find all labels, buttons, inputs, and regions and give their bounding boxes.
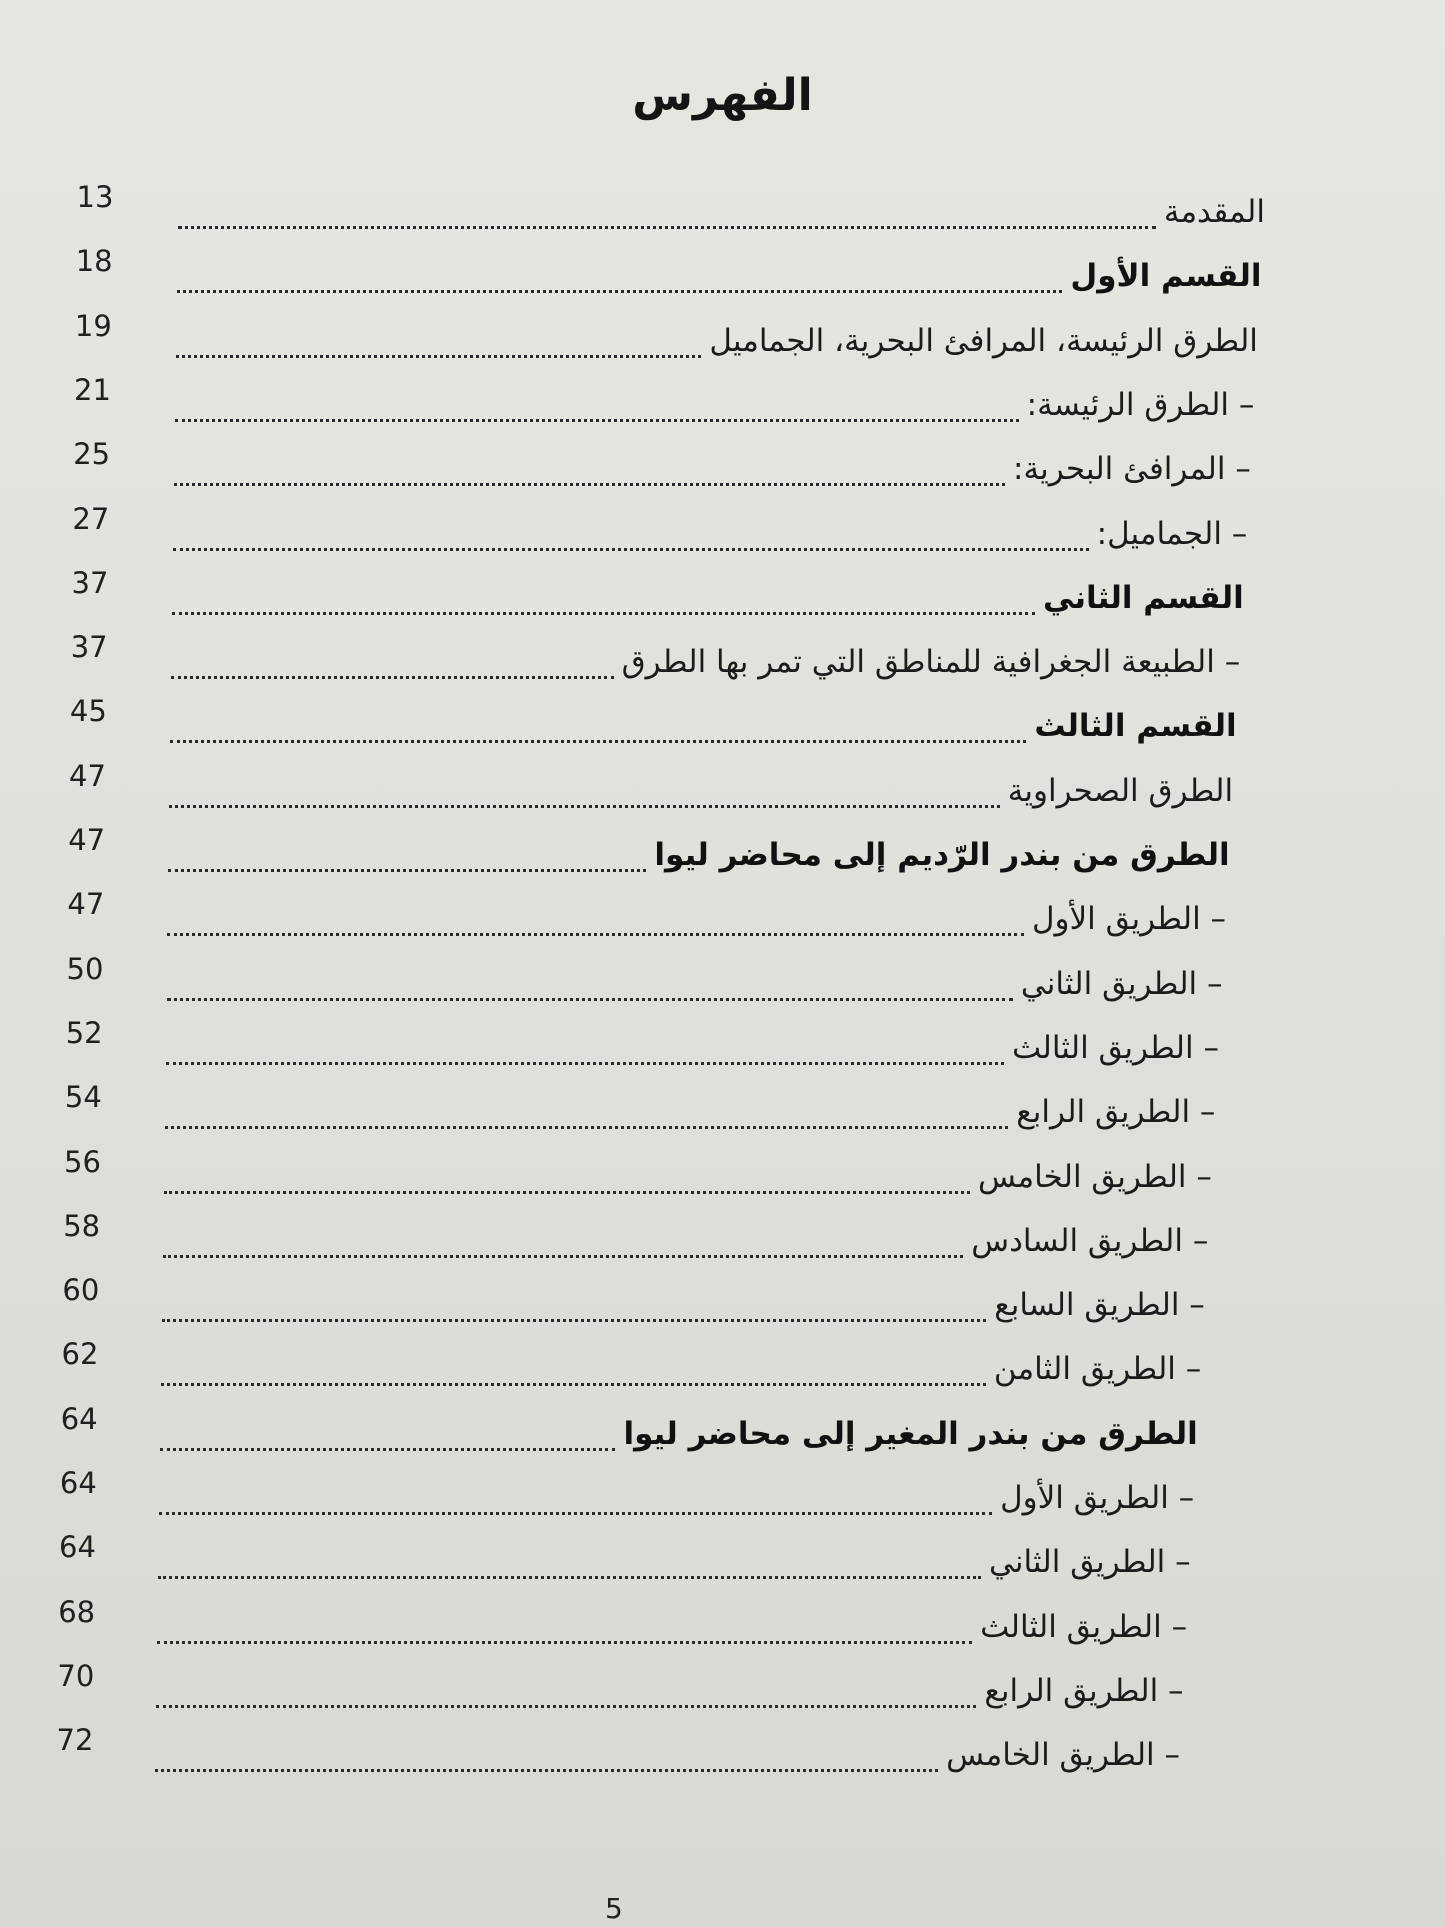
toc-row [0, 1466, 1445, 1526]
page-number-footer: 5 [605, 1892, 623, 1925]
toc-page-number: 25 [73, 437, 111, 472]
toc-row [0, 887, 1445, 947]
toc-entry [1027, 387, 1255, 423]
toc-page-number: 37 [70, 630, 108, 665]
dot-leader [157, 1641, 972, 1644]
toc-page-number: 47 [68, 823, 106, 857]
toc-entry [1032, 901, 1226, 937]
toc-row [0, 244, 1445, 304]
toc-entry-label: الطرق الرئيسة، المرافئ البحرية، الجماميل [709, 322, 1258, 359]
dot-leader [171, 676, 613, 679]
toc-row [0, 1402, 1445, 1462]
toc-entry-label: – الطريق الثاني [989, 1544, 1191, 1581]
dot-leader [170, 740, 1026, 743]
dot-leader [160, 1448, 616, 1451]
toc-entry-label: – الطريق الثالث [1011, 1029, 1219, 1066]
toc-page-number: 18 [75, 244, 113, 279]
toc-entry-label: – الطبيعة الجغرافية للمناطق التي تمر بها الطرق [621, 644, 1241, 681]
dot-leader [167, 933, 1024, 936]
dot-leader [155, 1769, 938, 1772]
dot-leader [176, 355, 701, 358]
dot-leader [177, 290, 1062, 293]
toc-section-heading: القسم الثالث [1034, 708, 1237, 745]
dot-leader [166, 1062, 1004, 1065]
dot-leader [169, 805, 999, 808]
toc-page-number: 50 [66, 951, 104, 986]
toc-entry-label: – المرافئ البحرية: [1013, 451, 1251, 488]
toc-row [0, 823, 1445, 883]
toc-entry [1097, 516, 1248, 552]
toc-row [0, 630, 1445, 690]
dot-leader [164, 1191, 970, 1194]
toc-entry-label: – الجماميل: [1096, 515, 1248, 552]
toc-entry [1016, 1094, 1215, 1130]
toc-entry [1012, 1030, 1219, 1066]
toc-entry [989, 1544, 1191, 1580]
toc-entry [1043, 580, 1244, 616]
toc-entry-label: – الطريق الرابع [984, 1672, 1184, 1709]
toc-entry [984, 1673, 1183, 1709]
toc-row [0, 1337, 1445, 1397]
toc-entry-label: – الطريق الثاني [1020, 965, 1223, 1002]
toc-entry [1021, 966, 1223, 1002]
toc-page-number: 45 [69, 694, 107, 729]
dot-leader [158, 1576, 981, 1579]
toc-page-number: 19 [74, 308, 112, 343]
toc-entry [1070, 258, 1261, 294]
toc-entry [709, 323, 1258, 359]
toc-row [0, 502, 1445, 562]
toc-page-number: 47 [69, 758, 106, 793]
toc-entry [978, 1159, 1212, 1195]
toc-section-heading: القسم الأول [1070, 258, 1262, 295]
toc-section-heading: الطرق من بندر المغير إلى محاضر ليوا [623, 1415, 1198, 1452]
toc-row [0, 309, 1445, 369]
toc-row [0, 1530, 1445, 1590]
toc-page-number: 27 [72, 501, 110, 536]
toc-section-heading: الطرق من بندر الرّديم إلى محاضر ليوا [654, 837, 1230, 873]
toc-entry-label: – الطريق الأول [1000, 1480, 1195, 1516]
toc-row [0, 1595, 1445, 1655]
toc-entry-label: – الطريق الخامس [977, 1158, 1212, 1195]
toc-page-number: 64 [60, 1401, 98, 1436]
toc-entry [1008, 773, 1233, 809]
dot-leader [156, 1705, 976, 1708]
dot-leader [165, 1126, 1009, 1129]
toc-page-number: 37 [71, 565, 109, 600]
toc-entry [1000, 1480, 1194, 1516]
toc-entry [946, 1737, 1180, 1773]
page-title: الفهرس [632, 70, 813, 121]
toc-entry-label: – الطريق الثالث [980, 1608, 1188, 1645]
dot-leader [168, 869, 646, 872]
toc-row [0, 180, 1445, 240]
toc-page-number: 13 [76, 180, 114, 214]
toc-row [0, 1659, 1445, 1719]
toc-row [0, 1016, 1445, 1076]
toc-page-number: 72 [56, 1723, 94, 1758]
toc-page-number: 64 [59, 1466, 97, 1500]
dot-leader [173, 548, 1088, 551]
toc-entry [654, 837, 1229, 873]
toc-entry [980, 1609, 1187, 1645]
toc-entry [622, 644, 1241, 680]
toc-row [0, 566, 1445, 626]
dot-leader [175, 419, 1019, 422]
toc-page-number: 68 [58, 1594, 96, 1629]
toc-row [0, 1273, 1445, 1333]
toc-page-number: 58 [63, 1208, 101, 1243]
toc-entry [994, 1351, 1201, 1387]
toc-page-number: 70 [57, 1658, 95, 1693]
toc-entry [623, 1416, 1197, 1452]
toc-entry-label: المقدمة [1163, 194, 1265, 230]
toc-entry-label: – الطريق السادس [971, 1222, 1209, 1259]
toc-entry-label: – الطريق الرابع [1016, 1094, 1216, 1131]
toc-row [0, 1080, 1445, 1140]
toc-row [0, 952, 1445, 1012]
toc-page-number: 60 [62, 1273, 100, 1308]
dot-leader [172, 612, 1035, 615]
dot-leader [161, 1383, 986, 1386]
dot-leader [162, 1319, 987, 1322]
toc-row [0, 759, 1445, 819]
toc-entry [1034, 708, 1236, 744]
toc-entry [1164, 194, 1265, 230]
toc-row [0, 437, 1445, 497]
toc-entry-label: الطرق الصحراوية [1007, 772, 1234, 809]
toc-section-heading: القسم الثاني [1042, 579, 1244, 616]
toc-page-number: 54 [64, 1080, 102, 1115]
toc-row [0, 694, 1445, 754]
toc-page-number: 21 [74, 372, 111, 407]
toc-row [0, 373, 1445, 433]
dot-leader [178, 226, 1156, 229]
toc-page-number: 52 [65, 1015, 103, 1050]
toc-entry [1013, 451, 1251, 487]
toc-page-number: 64 [59, 1530, 96, 1565]
toc-page-number: 62 [61, 1337, 99, 1372]
toc-entry [994, 1287, 1205, 1323]
toc-entry-label: – الطرق الرئيسة: [1026, 386, 1255, 423]
dot-leader [167, 998, 1013, 1001]
toc-entry-label: – الطريق الأول [1031, 901, 1227, 938]
dot-leader [159, 1512, 992, 1515]
toc-entry-label: – الطريق الثامن [993, 1351, 1202, 1388]
toc-row [0, 1145, 1445, 1205]
dot-leader [163, 1255, 964, 1258]
toc-row [0, 1209, 1445, 1269]
toc-page-number: 47 [67, 887, 105, 922]
toc-page-number: 56 [64, 1144, 101, 1179]
dot-leader [174, 483, 1005, 486]
toc-entry-label: – الطريق السابع [994, 1287, 1205, 1324]
toc-row [0, 1723, 1445, 1783]
toc-entry-label: – الطريق الخامس [946, 1737, 1180, 1774]
toc-entry [971, 1223, 1208, 1259]
